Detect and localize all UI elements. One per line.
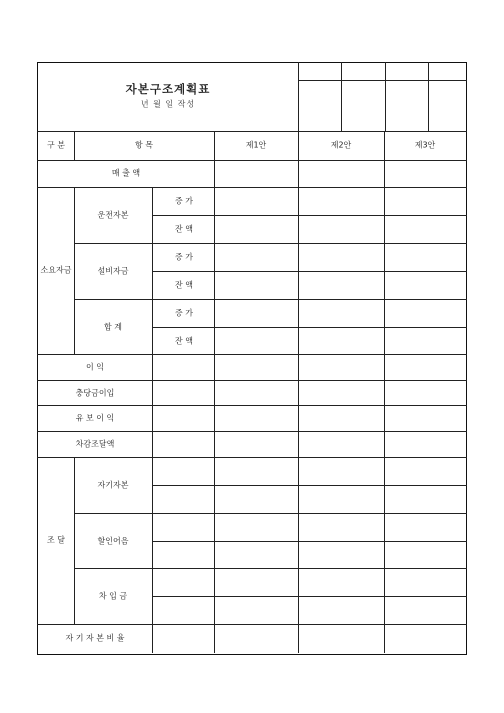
item-col-line xyxy=(152,354,153,653)
capital-structure-form xyxy=(37,62,467,655)
approval-box-line xyxy=(341,62,342,131)
inc-bal-divider xyxy=(152,327,467,328)
plan2-col-line xyxy=(298,131,299,653)
procurement-sub-divider xyxy=(152,541,467,542)
inc-bal-divider xyxy=(152,215,467,216)
approval-box-line xyxy=(428,62,429,131)
profit-row-border xyxy=(37,380,467,381)
row-label-allowance-income: 충당금이입 xyxy=(75,388,115,398)
approval-box-left-border xyxy=(298,62,299,131)
equity-border xyxy=(74,513,467,514)
col-header-plan3: 제3안 xyxy=(414,140,436,150)
category-col-line xyxy=(74,131,75,160)
row-label-net-procurement: 차감조달액 xyxy=(75,439,115,449)
row-label-facility-funds: 설비자금 xyxy=(97,266,129,276)
row-label-balance: 잔 액 xyxy=(175,280,193,290)
procurement-border xyxy=(37,624,467,625)
table-top-border xyxy=(37,131,467,132)
operating-capital-border xyxy=(74,243,467,244)
row-label-increase: 증 가 xyxy=(175,252,193,262)
category-col-line xyxy=(74,187,75,354)
procurement-sub-divider xyxy=(152,485,467,486)
sales-row-border xyxy=(37,187,467,188)
col-header-item: 항 목 xyxy=(135,140,153,150)
row-label-equity-ratio: 자 기 자 본 비 율 xyxy=(65,633,125,643)
row-label-balance: 잔 액 xyxy=(175,336,193,346)
col-header-plan1: 제1안 xyxy=(245,140,267,150)
approval-box-divider xyxy=(298,80,467,81)
date-written-line: 년 월 일 작성 xyxy=(140,99,196,109)
row-label-required-funds: 소요자금 xyxy=(40,265,72,275)
row-label-borrowings: 차 입 금 xyxy=(98,591,128,601)
procurement-sub-divider xyxy=(152,596,467,597)
inc-bal-divider xyxy=(152,271,467,272)
required-funds-border xyxy=(37,354,467,355)
col-header-plan2: 제2안 xyxy=(330,140,352,150)
plan3-col-line xyxy=(384,131,385,653)
net-procurement-row-border xyxy=(37,457,467,458)
col-header-category: 구 분 xyxy=(47,140,65,150)
row-label-sales: 매 출 액 xyxy=(111,168,141,178)
facility-funds-border xyxy=(74,299,467,300)
sub-item-col-line xyxy=(152,187,153,354)
row-label-procurement: 조 달 xyxy=(47,535,65,545)
plan1-col-line xyxy=(214,131,215,653)
category-col-line xyxy=(74,457,75,624)
row-label-total: 합 계 xyxy=(104,322,122,332)
row-label-balance: 잔 액 xyxy=(175,224,193,234)
row-label-profit: 이 익 xyxy=(86,362,104,372)
row-label-discounted-bills: 할인어음 xyxy=(97,536,129,546)
form-title: 자본구조계획표 xyxy=(125,82,211,96)
allowance-row-border xyxy=(37,405,467,406)
discounted-bills-border xyxy=(74,568,467,569)
row-label-reserved-profit: 유 보 이 익 xyxy=(75,413,115,423)
row-label-operating-capital: 운전자본 xyxy=(97,210,129,220)
approval-box-line xyxy=(385,62,386,131)
row-label-equity: 자기자본 xyxy=(97,480,129,490)
row-label-increase: 증 가 xyxy=(175,196,193,206)
header-row-border xyxy=(37,160,467,161)
reserved-row-border xyxy=(37,431,467,432)
row-label-increase: 증 가 xyxy=(175,308,193,318)
